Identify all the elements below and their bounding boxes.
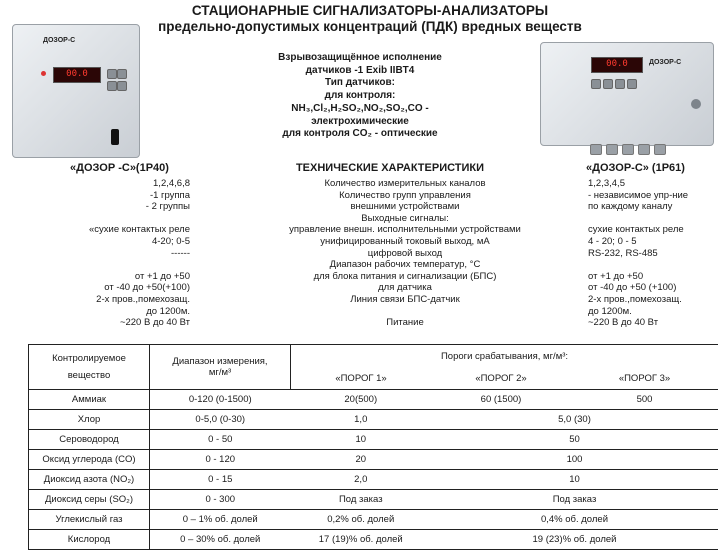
device-screw-icon: [691, 99, 701, 109]
device-button-right-3: [615, 79, 625, 89]
table-row: [29, 510, 719, 530]
cell-substance: Диоксид азота (NO₂): [29, 470, 150, 490]
spec-center-line: Диапазон рабочих температур, °С: [329, 259, 481, 271]
gland-icon: [622, 144, 634, 155]
header-text: Контролируемое: [52, 353, 126, 364]
spec-left-line: ~220 В до 40 Вт: [119, 317, 190, 329]
spec-right-line: 4 - 20; 0 - 5: [588, 235, 637, 247]
cell-p1: 0,2% об. долей: [291, 510, 432, 530]
cell-range: 0 – 30% об. долей: [150, 530, 291, 550]
spec-left-line: [40, 259, 190, 271]
header-text: мг/м³: [208, 367, 232, 378]
table-header-range: [150, 345, 291, 390]
spec-center-line: внешними устройствами: [350, 201, 460, 213]
spec-left-line: -1 группа: [149, 189, 190, 201]
spec-left-line: от +1 до +50: [134, 270, 190, 282]
device-button-right-4: [627, 79, 637, 89]
intro-block: [230, 52, 490, 141]
cell-substance: Аммиак: [29, 390, 150, 410]
cell-substance: Сероводород: [29, 430, 150, 450]
device-button-left-2: [117, 69, 127, 79]
spec-right-line: от -40 до +50 (+100): [588, 282, 677, 294]
cell-range: 0 - 50: [150, 430, 291, 450]
cell-p23: 100: [431, 450, 718, 470]
spec-left-line: «сухие контактых реле: [89, 224, 190, 236]
spec-center-line: цифровой выход: [367, 247, 443, 259]
intro-line: электрохимические: [311, 115, 409, 127]
spec-right-line: 2-х пров.,помехозащ.: [588, 293, 682, 305]
header-text: Диапазон измерения,: [172, 356, 268, 367]
table-row: [29, 490, 719, 510]
spec-center-line: для блока питания и сигнализации (БПС): [313, 270, 497, 282]
cell-range: 0-5,0 (0-30): [150, 410, 291, 430]
spec-left-line: ------: [171, 247, 190, 259]
table-row: [29, 450, 719, 470]
spec-right-line: от +1 до +50: [588, 270, 644, 282]
spec-left-line: 2-х пров.,помехозащ.: [96, 293, 190, 305]
spec-header-left: «ДОЗОР -С»(1Р40): [70, 162, 169, 174]
gland-icon: [638, 144, 650, 155]
table-row: [29, 390, 719, 410]
spec-left-line: [40, 213, 190, 225]
spec-left-line: 1,2,4,6,8: [153, 178, 190, 189]
cell-range: 0 – 1% об. долей: [150, 510, 291, 530]
cell-substance: Углекислый газ: [29, 510, 150, 530]
cell-range: 0-120 (0-1500): [150, 390, 291, 410]
cell-p1: 20: [291, 450, 432, 470]
intro-line: для контроля CO₂ - оптические: [282, 128, 438, 140]
gland-icon: [606, 144, 618, 155]
cell-p23: 5,0 (30): [431, 410, 718, 430]
spec-right-line: [588, 259, 718, 271]
cell-p1: 17 (19)% об. долей: [291, 530, 432, 550]
table-row: [29, 410, 719, 430]
device-display-left: 00.0: [53, 67, 101, 83]
cell-p1: 2,0: [291, 470, 432, 490]
device-button-left-1: [107, 69, 117, 79]
device-button-right-1: [591, 79, 601, 89]
device-key-icon: [111, 129, 119, 145]
spec-header-center: ТЕХНИЧЕСКИЕ ХАРАКТЕРИСТИКИ: [295, 162, 485, 174]
spec-center-line: Количество групп управления: [339, 189, 471, 201]
spec-column-center: [255, 178, 555, 329]
intro-line: Тип датчиков:: [325, 77, 395, 89]
cell-p23: 50: [431, 430, 718, 450]
spec-right-line: ~220 В до 40 Вт: [588, 317, 659, 329]
cell-range: 0 - 120: [150, 450, 291, 470]
spec-right-line: [588, 213, 718, 225]
spec-left-line: 4-20; 0-5: [151, 235, 190, 247]
cell-p1: Под заказ: [291, 490, 432, 510]
device-display-right: 00.0: [591, 57, 643, 73]
cell-substance: Хлор: [29, 410, 150, 430]
cell-range: 0 - 15: [150, 470, 291, 490]
intro-line: для контроля:: [324, 90, 396, 102]
table-row: [29, 470, 719, 490]
spec-center-line: Выходные сигналы:: [361, 212, 449, 224]
spec-left-line: от -40 до +50(+100): [104, 282, 190, 294]
title-line-2: предельно-допустимых концентраций (ПДК) вредных веществ: [158, 19, 582, 34]
spec-right-line: до 1200м.: [588, 305, 632, 317]
table-header-p3: «ПОРОГ 3»: [571, 367, 718, 390]
table-header-p2: «ПОРОГ 2»: [431, 367, 571, 390]
spec-column-right: [588, 178, 718, 329]
spec-left-line: до 1200м.: [146, 305, 190, 317]
spec-right-line: RS-232, RS-485: [588, 247, 658, 259]
spec-right-line: по каждому каналу: [588, 201, 673, 213]
cell-p23: Под заказ: [431, 490, 718, 510]
spec-right-line: 1,2,3,4,5: [588, 178, 625, 189]
cell-p1: 1,0: [291, 410, 432, 430]
table-row: [29, 430, 719, 450]
cell-p23: 19 (23)% об. долей: [431, 530, 718, 550]
device-led-left: [41, 71, 46, 76]
table-header-p1: «ПОРОГ 1»: [291, 367, 432, 390]
spec-center-line: Питание: [386, 317, 424, 329]
device-image-right: [540, 42, 714, 146]
spec-center-line: унифицированный токовый выход, мА: [320, 235, 490, 247]
intro-line: Взрывозащищённое исполнение: [278, 52, 442, 63]
spec-center-line: управление внешн. исполнительными устройствами: [289, 224, 521, 236]
cell-p1: 20(500): [291, 390, 432, 410]
cell-p23: 0,4% об. долей: [431, 510, 718, 530]
table-header-thresholds: Пороги срабатывания, мг/м³:: [291, 345, 719, 368]
cell-p23: 10: [431, 470, 718, 490]
intro-line: NH₃,Cl₂,H₂SO₂,NO₂,SO₂,CO -: [291, 102, 429, 114]
cell-p3: 500: [571, 390, 718, 410]
device-label-left: ДОЗОР-С: [43, 37, 76, 44]
device-button-right-2: [603, 79, 613, 89]
cell-p1: 10: [291, 430, 432, 450]
spec-right-line: сухие контактых реле: [588, 224, 684, 236]
device-image-left: [12, 24, 140, 158]
spec-column-left: [40, 178, 190, 329]
spec-center-line: Линия связи БПС-датчик: [350, 293, 460, 305]
cell-range: 0 - 300: [150, 490, 291, 510]
cell-substance: Диоксид серы (SO₂): [29, 490, 150, 510]
spec-right-line: - независимое упр-ние: [588, 189, 689, 201]
page-title: [150, 3, 590, 35]
header-text: вещество: [67, 370, 111, 381]
device-button-left-4: [117, 81, 127, 91]
spec-center-line: Количество измерительных каналов: [324, 178, 486, 189]
gland-icon: [654, 144, 666, 155]
cell-substance: Кислород: [29, 530, 150, 550]
table-header-substance: [29, 345, 150, 390]
spec-header-right: «ДОЗОР-С» (1Р61): [586, 162, 685, 174]
thresholds-table: [28, 344, 718, 550]
table-header-row: [29, 345, 719, 368]
intro-line: датчиков -1 Exib IIBT4: [305, 64, 415, 76]
cell-substance: Оксид углерода (CO): [29, 450, 150, 470]
spec-left-line: - 2 группы: [145, 201, 190, 213]
gland-icon: [590, 144, 602, 155]
spec-center-line: для датчика: [378, 282, 432, 294]
cell-p2: 60 (1500): [431, 390, 571, 410]
device-button-left-3: [107, 81, 117, 91]
device-label-right: ДОЗОР-С: [649, 59, 682, 66]
spec-center-line: [255, 306, 555, 318]
title-line-1: СТАЦИОНАРНЫЕ СИГНАЛИЗАТОРЫ-АНАЛИЗАТОРЫ: [191, 3, 549, 18]
